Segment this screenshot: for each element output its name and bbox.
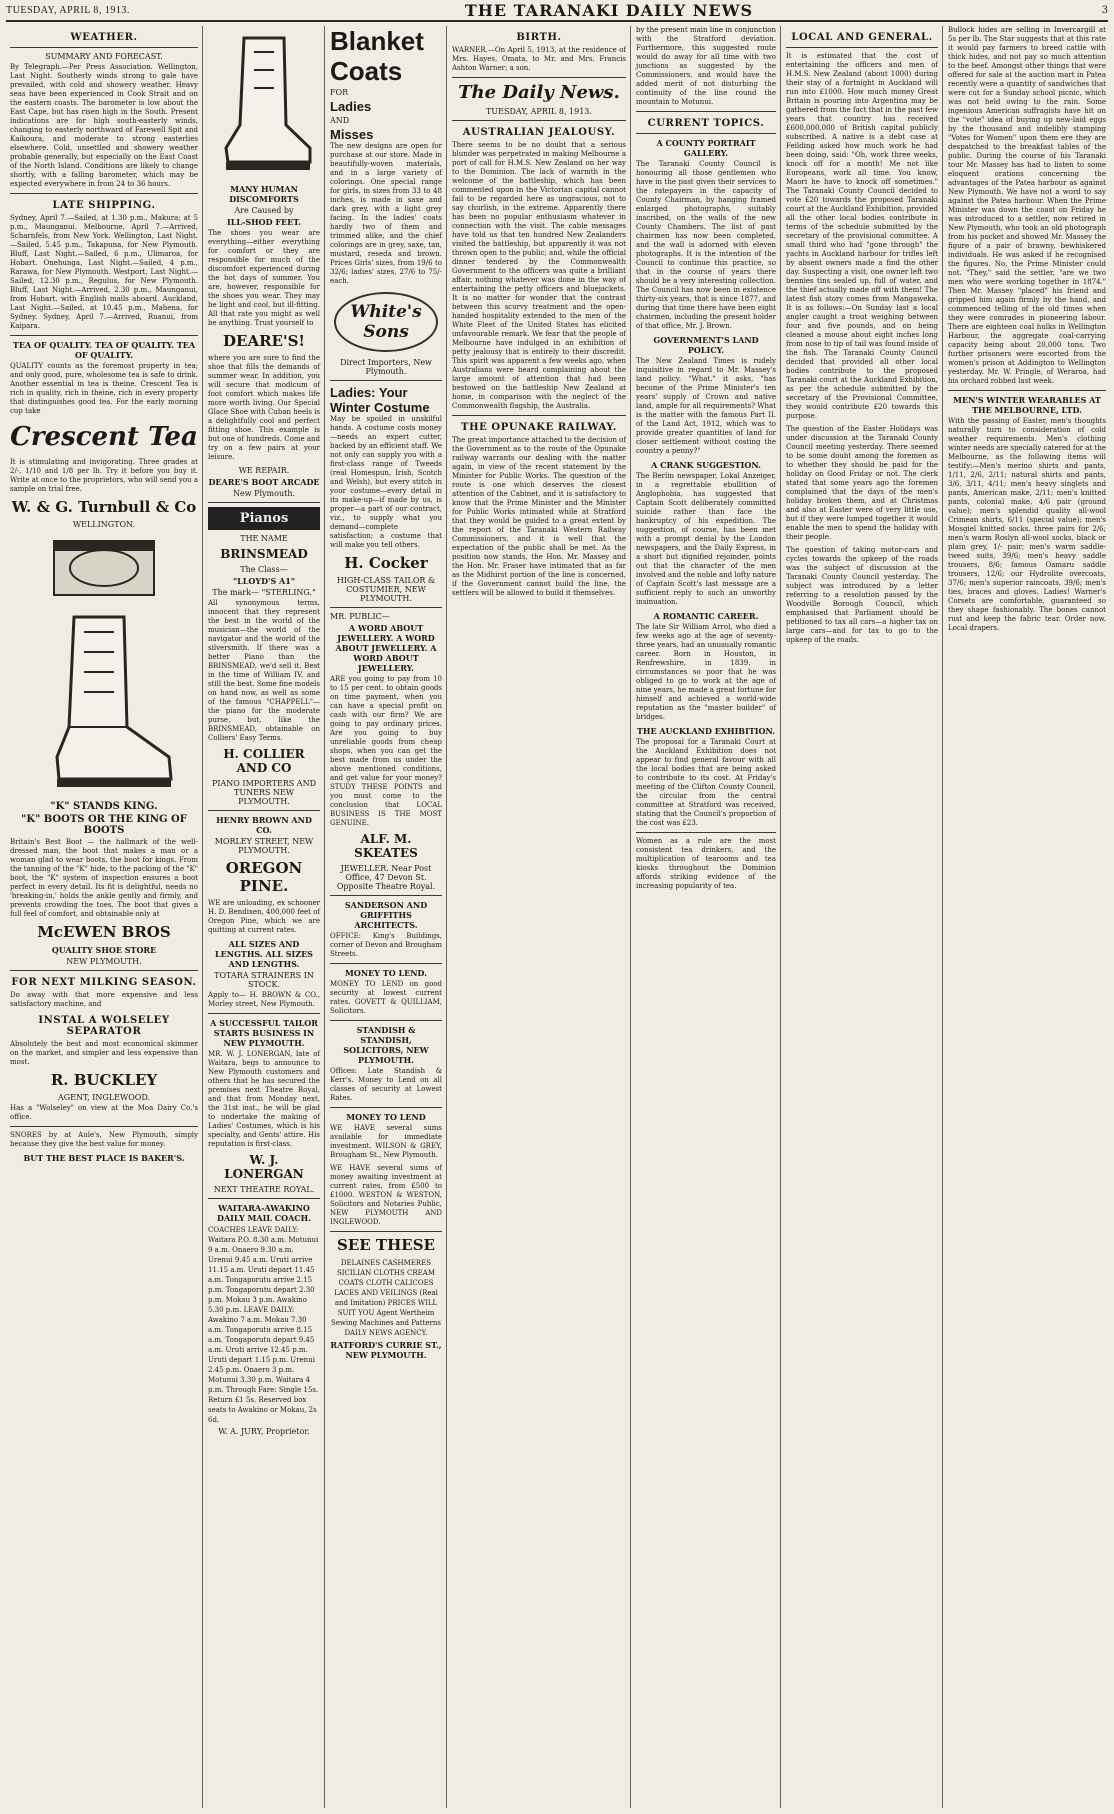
divider <box>330 380 442 381</box>
divider <box>452 415 626 416</box>
column-7 <box>944 26 1110 1808</box>
and-line: AND <box>330 116 350 125</box>
tea-ad-text: QUALITY counts as the foremost property in tea; and only good, pure, wholesome tea is safe to drink. Another essential in tea is theine. Crescent Tea is rich in quality, rich in theine, rich in every property that distinguishes good tea. For the early morning cup take <box>10 362 198 415</box>
exhibition-article: The proposal for a Taranaki Court at the Auckland Exhibition does not appear to find general favour with all the local bodies that are being asked to contribute to its cost. At Friday's meeting of the Clifton County Council, the circular from the central committee at Stratford was received, stating that the Council's proportion of the cost was £23. <box>636 738 776 827</box>
column-rule <box>780 26 781 1808</box>
cocker-subheading: HIGH-CLASS TAILOR & COSTUMIER, NEW PLYMOUTH. <box>336 576 436 603</box>
column-5 <box>632 26 780 1808</box>
holiday-text: The question of the Easter Holidays was under discussion at the Taranaki County Council meeting yesterday. There seemed to be some doubt among the foremen as to whether they should be paid for the holiday on Good Friday or not. The clerk stated that some years ago the foremen complained that the days of the men's holiday broken them, and at Christmas and also at Easter were of very little use, but if they were lumped together it would enable the men to spend the holiday with their people. <box>786 425 938 541</box>
railway-article: The great importance attached to the decision of the Government as to the route of the Opunake railway warrants our dealing with the matter again, in view of the recent statement by the Minister for Public Works. The question of the route is one which deserves the closest attention of the Cabinet, and it is satisfactory to know that the Prime Minister and the Minister for Public Works intimated while at Stratford that they would be guided to a great extent by the report of the Taranaki Western Railway Commissioners, and it is well that the expectation of the public shall be met. As the position now stands, the Hon. Mr. Massey and the Hon. Mr. Fraser have intimated that as far as the Midhirst portion of the line is concerned, if the Government cannot build the line, the settlers will be allowed to build it themselves. <box>452 436 626 597</box>
divider <box>10 970 198 971</box>
divider <box>10 193 198 194</box>
jewellery-text: ARE you going to pay from 10 to 15 per cent. to obtain goods on time payment, when you can have a special profit on cash with our firm? We are going to pay ordinary prices. Are you going to buy unreliable goods from cheap shops, when you can get the best made from us under the above mentioned conditions, and get value for your money? STUDY THESE POINTS and you must come to the conclusion that LOCAL BUSINESS IS THE MOST GENUINE. <box>330 675 442 827</box>
sanderson-heading: SANDERSON AND GRIFFITHS ARCHITECTS. <box>344 900 428 930</box>
divider <box>10 47 198 48</box>
brown-address: MORLEY STREET, NEW PLYMOUTH. <box>214 837 314 855</box>
masthead <box>6 0 1108 22</box>
land-article: The New Zealand Times is rudely inquisitive in regard to Mr. Massey's land policy. "What," it asks, "has become of the Prime Minister's ten years' supply of Crown and native land, ample for all requirements? What is the matter with the famous Part II. of the Land Act, 1912, which was to provide greater quantities of land for closer settlement without costing the country a penny?" <box>636 357 776 455</box>
lonergan-name: W. J. LONERGAN <box>224 1153 304 1181</box>
skeates-address: JEWELLER. Near Post Office, 47 Devon St. Opposite Theatre Royal. <box>336 864 436 891</box>
column-rule <box>324 26 325 1808</box>
jewellery-heading: A WORD ABOUT JEWELLERY. A WORD ABOUT JEWELLERY. A WORD ABOUT JEWELLERY. <box>335 623 437 673</box>
k-boots-subheading: "K" BOOTS OR THE KING OF BOOTS <box>21 814 187 836</box>
money-text: MONEY TO LEND on good security at lowest current rates. GOVETT & QUILLIAM, Solicitors. <box>330 980 442 1015</box>
for-line: FOR <box>330 88 349 97</box>
milking-text: Do away with that more expensive and less satisfactory machine, and <box>10 991 198 1008</box>
k-boots-text: Britain's Best Boot — the hallmark of the well-dressed man, the boot that makes a man or a woman glad to wear boots, the boot for kings. From the tanning of the "K" hide, to the packing of the "K" boot, the "K" system of inspection ensures a boot perfect in every detail. Its fit is delightful, needs no 'breaking-in,' holds the ankle gently and firmly, and prevents crowding the toes. The boot that gives a full feel of comfort, and obtainable only at <box>10 838 198 918</box>
money3-text: WE HAVE several sums of money awaiting investment at current rates, from £500 to £1000. WESTON & WESTON, Solicitors and Notaries Public, NEW PLYMOUTH AND INGLEWOOD. <box>330 1164 442 1226</box>
masthead-date: TUESDAY, APRIL 8, 1913. <box>6 4 130 16</box>
buckley-name: R. BUCKLEY <box>50 1071 158 1089</box>
divider <box>948 390 1106 391</box>
crescent-tea-logo: Crescent Tea <box>10 422 198 452</box>
coach-proprietor: W. A. JURY, Proprietor. <box>218 1427 310 1436</box>
discomfort-heading: MANY HUMAN DISCOMFORTS <box>229 184 299 204</box>
mark-line: The mark— "STERLING." <box>212 588 316 597</box>
exhibition-heading: THE AUCKLAND EXHIBITION. <box>636 726 776 736</box>
divider <box>208 502 320 503</box>
public-line: MR. PUBLIC— <box>330 612 390 621</box>
tailor-heading: A SUCCESSFUL TAILOR STARTS BUSINESS IN NEW PLYMOUTH. <box>210 1018 318 1048</box>
portrait-article: The Taranaki County Council is honouring all those gentlemen who have in the past given their services to the ratepayers in the capacity of County Chairman, by hanging framed enlarged photographs, suitably inscribed, on the walls of the new County Chambers. The list of past chairmen has now been completed, and the wall is adorned with eleven photographs. It is the intention of the Council to continue this practice, so that in the course of years there should be a very interesting collection. The Council has now been in existence thirty-six years, that is since 1877, and during that time there have been eight chairmen, including the present holder of that office, Mr. J. Brown. <box>636 160 776 330</box>
column-rule <box>202 26 203 1808</box>
goods-list: DELAINES CASHMERES SICILIAN CLOTHS CREAM COATS CLOTH CALICOES LACES AND VEILINGS (Real and Imitation) PRICES WILL SUIT YOU Agent Wertheim Sewing Machines and Patterns DAILY NEWS AGENCY. <box>330 1259 442 1337</box>
see-these-heading: SEE THESE <box>337 1236 435 1254</box>
pianos-subheading: THE NAME <box>240 534 288 543</box>
local-general-text: It is estimated that the cost of entertaining the officers and men of H.M.S. New Zealand (about 1000) during their stay of a fortnight in Auckland will run into £1000. How much money Great Britain is pouring into Argentina may be gathered from the fact that in the past few years that country has received £600,000,000 of British capital publicly subscribed. A native is a debt case at Feilding asked how much work he had been doing, said: "Oh, work three weeks, knock off for a month! Me not like Europeans, work all time. You know, Maori he have to knock off sometimes." The Taranaki County Council decided to vote £20 towards the proposed Taranaki court at the Auckland Exhibition, provided all the other local bodies contribute in terms of the schedule submitted by the secretary of the provisional committee. A small third who had "gone through" the yachts in Auckland harbour for trifles left by absent owners made a find the other day. Suspecting a visit, one owner left two bennies tins sealed up, full of water, and the thief actually made off with them! The latest fish story comes from Mangaweka. It is as follows:—On Sunday last a local angler caught a trout weighing between four and five pounds, and on being cleaned a mouse about eight inches long from nose to tip of tail was found inside of the fish. The Taranaki County Council decided that provided all other local bodies contribute to the proposed Taranaki court at the Auckland Exhibition, as per the schedule submitted by the secretary of the Provisional Committee, they would contribute £20 towards this purpose. <box>786 52 938 420</box>
railway-continued: by the present main line in conjunction with the Stratford deviation. Furthermore, this suggested route would do away for all time with two junctions as suggested by the Commissioners, and would have the added merit of not disturbing the continuity of the line round the mountain to Motunui. <box>636 26 776 106</box>
local-general-heading: LOCAL AND GENERAL. <box>791 32 933 43</box>
discomfort-text: The shoes you wear are everything—either everything for comfort or they are responsible for much of the discomfort experienced during the hot days of summer. You are, however, responsible for the shoes you wear. They may be light and cool, but ill-fitting. All that rate you might as well be anything. Trust yourself to <box>208 229 320 327</box>
divider <box>636 832 776 833</box>
birth-heading: BIRTH. <box>516 32 562 43</box>
column-2 <box>204 26 324 1808</box>
weather-heading: WEATHER. <box>70 32 138 43</box>
standish-text: Offices: Late Standish & Kerr's. Money to Lend on all classes of security at Lowest Rates. <box>330 1067 442 1102</box>
mcewen-city: NEW PLYMOUTH. <box>66 957 142 966</box>
buckley-text: Has a "Wolseley" on view at the Moa Dairy Co.'s office. <box>10 1104 198 1121</box>
costume-text: May be spoiled in unskilful hands. A costume costs money —needs an expert cutter, backed by an efficient staff. We not only can supply you with a first-class range of Tweeds (real Homespun, Irish, Scotch and Welsh), but every stitch in your costume—every detail in its make-up—if made by us, is proper—a part of our contract, viz., to supply what you demand—complete satisfaction; a costume that will make you tell others. <box>330 415 442 549</box>
ladies-line: Ladies <box>330 99 372 114</box>
ladies-winter-heading: Ladies: Your Winter Costume <box>330 385 430 415</box>
blanket-coats-text: The new designs are open for purchase at our store. Made in beautifully-woven materials, and in a large variety of colorings. One special range for girls, in sizes from 33 to 48 inches, is made in saxe and dark grey, with a light grey facing. In the ladies' coats hardly two of them and trimmed alike, and the chief colorings are in grey, saxe, tan, mustard, reseda and brown. Prices Girls' sizes, from 19/6 to 32/6; ladies' sizes, 27/6 to 75/- each. <box>330 142 442 285</box>
cocker-name: H. Cocker <box>344 554 428 572</box>
divider <box>330 1020 442 1021</box>
column-3 <box>326 26 446 1808</box>
weather-report: By Telegraph.—Per Press Association. Wellington, Last Night. Southerly winds strong to gale have prevailed, with cold and showery weather. Heavy seas have been experienced in Cook Strait and on the eastern coasts. The barometer is low about the East Cape, but has risen high in the South. Present indications are for high south-easterly winds, changing to easterly northward of Farewell Spit and Kaikoura, and moderate to strong easterlies elsewhere. Cold, unsettled and showery weather probable generally, but especially on the East Coast of the North Island. Conditions are likely to change shortly, with a falling barometer, which may be expected everywhere in from 24 to 36 hours. <box>10 63 198 188</box>
oregon-heading: OREGON PINE. <box>225 859 303 895</box>
crank-heading: A CRANK SUGGESTION. <box>651 460 761 470</box>
masthead-title: THE TARANAKI DAILY NEWS <box>464 0 754 20</box>
divider <box>208 1198 320 1199</box>
ratford-name: RATFORD'S CURRIE ST., NEW PLYMOUTH. <box>330 1340 442 1360</box>
buckley-agent: AGENT, INGLEWOOD. <box>58 1093 150 1102</box>
skeates-name: ALF. M. SKEATES <box>354 832 418 860</box>
divider <box>330 895 442 896</box>
arcade-city: New Plymouth. <box>232 489 296 498</box>
divider <box>786 47 938 48</box>
milking-heading: FOR NEXT MILKING SEASON. <box>11 977 197 988</box>
standish-heading: STANDISH & STANDISH, SOLICITORS, NEW PLYMOUTH. <box>343 1025 429 1065</box>
women-tea-text: Women as a rule are the most consistent tea drinkers, and the multiplication of tearooms and tea kiosks throughout the Dominion affords striking evidence of the increasing popularity of tea. <box>636 837 776 890</box>
daily-news-logo: The Daily News. <box>458 82 620 103</box>
mcewen-subheading: QUALITY SHOE STORE <box>51 945 157 955</box>
pianos-text: All synonymous terms, innocent that they represent the best in the world of the musician—the world of the navigator and the world of the silversmith. If there was a better Piano than the BRINSMEAD, we'd sell it. Best in the time of William IV. and still the best. Some fine models on hand now, as well as some of the famous "CHAPPELL"—the piano for the moderate purse, but, like the BRINSMEAD, obtainable on Colliers' Easy Terms. <box>208 599 320 742</box>
turnbull-city: WELLINGTON. <box>72 520 136 529</box>
crank-article: The Berlin newspaper, Lokal Anzeiger, in a regrettable ebullition of Anglophobia, has suggested that Captain Scott deliberately committed suicide rather than face the bankruptcy of his expedition. The suggestion, of course, has been met with a prompt denial by the London newspapers, and the Daily Express, in a short but dignified rejoinder, points out that the character of the men involved and the noble and lofty nature of Captain Scott's last message are a sufficient reply to such an unworthy insinuation. <box>636 472 776 606</box>
brown-name: HENRY BROWN AND CO. <box>216 815 312 835</box>
lonergan-address: NEXT THEATRE ROYAL. <box>213 1185 315 1194</box>
shoe-illustration <box>214 30 314 180</box>
birth-notice: WARNER.—On April 5, 1913, at the residence of Mrs. Hayes, Omata, to Mr. and Mrs. Francis Ashton Warner; a son. <box>452 46 626 72</box>
arcade-name: DEARE'S BOOT ARCADE <box>208 477 320 487</box>
lloyds-line: "LLOYD'S A1" <box>233 576 295 586</box>
whites-sons-logo: White's Sons <box>334 292 438 352</box>
misses-line: Misses <box>330 127 374 142</box>
discomfort-title: ILL-SHOD FEET. <box>227 217 301 227</box>
divider <box>10 1126 198 1127</box>
money2-heading: MONEY TO LEND <box>346 1112 426 1122</box>
money-heading: MONEY TO LEND. <box>345 968 427 978</box>
roads-text: The question of taking motor-cars and cycles towards the upkeep of the roads was the subject of discussion at the Taranaki County Council yesterday. The subject was introduced by a letter referring to a resolution passed by the Woodville Borough Council, which emphasised that Parliament should be petitioned to tax all cars—a higher tax on large cars—and for tax to go to the upkeep of the roads. <box>786 546 938 644</box>
divider <box>330 607 442 608</box>
deares-name: DEARE'S! <box>223 332 305 350</box>
collier-name: H. COLLIER AND CO <box>223 747 305 775</box>
oregon-sizes: ALL SIZES AND LENGTHS. ALL SIZES AND LENGTHS. <box>215 939 313 969</box>
brinsmead-name: BRINSMEAD <box>220 547 308 561</box>
jealousy-heading: AUSTRALIAN JEALOUSY. <box>462 127 616 138</box>
divider <box>10 335 198 336</box>
current-topics-heading: CURRENT TOPICS. <box>647 118 765 129</box>
k-boots-heading: "K" STANDS KING. <box>50 801 158 812</box>
career-heading: A ROMANTIC CAREER. <box>653 611 759 621</box>
column-1 <box>6 26 202 1808</box>
whites-sons-subheading: Direct Importers, New Plymouth. <box>340 358 432 376</box>
column-6 <box>782 26 942 1808</box>
divider <box>452 77 626 78</box>
land-heading: GOVERNMENT'S LAND POLICY. <box>653 335 759 355</box>
divider <box>330 963 442 964</box>
daily-news-date: TUESDAY, APRIL 8, 1913. <box>486 107 592 116</box>
turnbull-name: W. & G. Turnbull & Co <box>11 498 197 516</box>
menswear-text: With the passing of Easter, men's thoughts naturally turn to consideration of cold weather requirements. Men's clothing winter needs are specially catered for at the Melbourne, as the following items will testify:—Men's merino shirts and pants, 1/11, 2/6, 2/11; natural shirts and pants, 3/6, 3/11, 4/11; men's heavy singlets and pants, American make, 2/11; men's knitted pants, colonial make, 4/6 pair (ground value); men's splendid quality all-wool Crimean shirts, 6/11 (special value); men's Mosgiel knitted socks, three pairs for 2/6; men's warm Roslyn all-wool socks, black or plain grey, 1/- pair; men's warm saddle-tweed suits, 39/6; men's heavy saddle trousers, 8/6; famous Oamaru saddle trousers, 12/6; our Hydrolite overcoats, 37/6; men's superior raincoats, 39/6; men's ties, braces and gloves. Ladies! Warner's Corsets are comfortable, guaranteed so they shape fashionably. The bones cannot rust and keep the fabric tear. Order now. Local drapers. <box>948 417 1106 632</box>
totara-line: TOTARA STRAINERS IN STOCK. <box>214 971 314 989</box>
column-4 <box>448 26 630 1808</box>
divider <box>330 1231 442 1232</box>
divider <box>208 810 320 811</box>
shipping-report: Sydney, April 7.—Sailed, at 1.30 p.m., Makura; at 5 p.m., Maunganui. Melbourne, April 7.—Arrived, Scharnfels, from New York. Wellington, Last Night.—Sailed, 5.45 p.m., Takapuna, for New Plymouth. Bluff, Last Night.—Sailed, 6 p.m., Ulimaroa, for Hobart. Onehunga, Last Night.—Sailed, 4 p.m., Rarawa, for New Plymouth. Westport, Last Night.—Sailed, 12.30 p.m., Regulus, for New Plymouth. Bluff, Last Night.—Arrived, 2.30 p.m., Maunganui, from Hobart, with English mails aboard. Auckland, Last Night.—Sailed, at 10.45 p.m., Mahena, for Sydney. Sydney, April 7.—Arrived, Ruanui, from Kaipara. <box>10 214 198 330</box>
column-rule <box>630 26 631 1808</box>
deares-text: where you are sure to find the shoe that fills the demands of summer wear. In addition, you will secure that modicum of foot comfort which makes life more worth living. Our Special Glace Shoe with Cuban heels is a delightfully cool and perfect fitting shoe. This example is but one of hundreds. Come and try on a few pairs at your leisure. <box>208 354 320 461</box>
weather-subheading: SUMMARY AND FORECAST. <box>45 52 163 61</box>
career-article: The late Sir William Arrol, who died a few weeks ago at the age of seventy-three years, had an unusually romantic career. Born in Houston, in Renfrewshire, in 1839, in circumstances so poor that he was obliged to go to work at the age of nine years, he made a great fortune for himself and achieved a world-wide reputation as the "master builder" of bridges. <box>636 623 776 721</box>
crescent-tea-text: It is stimulating and invigorating. Three grades at 2/-, 1/10 and 1/8 per lb. Try it before you buy it. Write at once to the proprietors, who will send you a sample on trial free. <box>10 458 198 493</box>
pianos-heading: Pianos <box>208 507 320 530</box>
oregon-text: WE are unloading, ex schooner H. D. Bendixen, 400,000 feet of Oregon Pine, which we are quitting at current rates. <box>208 899 320 934</box>
divider <box>208 1013 320 1014</box>
news-items-text: Bullock hides are selling in Invercargill at 5s per lb. The Star suggests that at this rate it would pay farmers to breed cattle with thick hides, and not pay so much attention to the beef. Amongst other things that were offered for sale at the auction mart in Patea recently were a quantity of sandwiches that were cut for a Sunday school picnic, which was not held owing to the rain. Some ingenious American suffragists have hit on the "vote" idea of buying up new-laid eggs by the thousand and indelibly stamping "Votes for Women" upon them ere they are despatched to the breakfast tables of the public. During the course of his Taranaki tour Mr. Massey has had to listen to some eloquent orations concerning the advantages of the Patea harbour as against New Plymouth. We have not a word to say against the Patea harbour. When the Prime Minister was down the coast on Friday he was introduced to a settler, now retired in New Plymouth, who took an old photograph from his pocket and showed Mr. Massey the figure of a pair of brawny, bewhiskered individuals. He was asked if he recognised the figures. No, the Prime Minister could not. "They," said the settler, "are we two men who were working together in 1874." Then Mr. Massey "placed" his friend and gripped him again firmly by the hand, and commenced telling of the old times when they were comrades in pioneering labour. There are eighteen coal hulks in Wellington Harbour, the aggregate coal-carrying capacity being about 20,000 tons. Two further prisoners were escorted from the women's prison at Addington to Wellington yesterday. Mr. W. Pringle, of Weraroa, had his orchard robbed last week. <box>948 26 1106 385</box>
wolseley-heading: INSTAL A WOLSELEY SEPARATOR <box>38 1015 170 1037</box>
coach-heading: WAITARA-AWAKINO DAILY MAIL COACH. <box>217 1203 311 1223</box>
shipping-heading: LATE SHIPPING. <box>52 200 156 211</box>
collier-subheading: PIANO IMPORTERS AND TUNERS NEW PLYMOUTH. <box>211 779 316 806</box>
tailor-text: MR. W. J. LONERGAN, late of Waitara, begs to announce to New Plymouth customers and others that he has secured the premises next Theatre Royal, and that from Monday next, the 31st inst., he will be glad to undertake the making of Ladies' Costumes, which is his specialty, and Gents' attire. His reputation is first-class. <box>208 1050 320 1148</box>
divider <box>636 111 776 112</box>
snores-text: SNORES by at Aule's, New Plymouth, simply because they give the best value for money. <box>10 1131 198 1148</box>
divider <box>636 133 776 134</box>
sanderson-text: OFFICE: King's Buildings, corner of Devon and Brougham Streets. <box>330 932 442 958</box>
masthead-page-number: 3 <box>1101 4 1108 16</box>
menswear-heading: MEN'S WINTER WEARABLES AT THE MELBOURNE, LTD. <box>953 395 1101 415</box>
railway-heading: THE OPUNAKE RAILWAY. <box>461 422 617 433</box>
money2-text: WE HAVE several sums available for immediate investment. WILSON & GREY, Brougham St., New Plymouth. <box>330 1124 442 1159</box>
repair-line: WE REPAIR. <box>238 466 290 475</box>
column-rule <box>942 26 943 1808</box>
divider <box>330 1107 442 1108</box>
boot-illustration <box>29 607 179 797</box>
portrait-heading: A COUNTY PORTRAIT GALLERY. <box>656 138 756 158</box>
wolseley-text: Absolutely the best and most economical skimmer on the market, and simpler and less expensive than most. <box>10 1040 198 1066</box>
apply-text: Apply to— H. BROWN & CO., Morley street, New Plymouth. <box>208 991 320 1008</box>
divider <box>452 120 626 121</box>
blanket-coats-heading: Blanket Coats <box>330 26 424 86</box>
bakers-text: BUT THE BEST PLACE IS BAKER'S. <box>23 1153 185 1163</box>
discomfort-subheading: Are Caused by <box>234 206 294 215</box>
coach-timetable: COACHES LEAVE DAILY: Waitara P.O. 8.30 a.m. Motunui 9 a.m. Onaero 9.30 a.m. Urenui 9.45 a.m. Uruti arrive 11.15 a.m. Uruti depart 11.45 a.m. Tongaporutu arrive 2.15 p.m. Tongaporutu depart 2.30 p.m. Mokau 3 p.m. Awakino 5.30 p.m. LEAVE DAILY: Awakino 7 a.m. Mokau 7.30 a.m. Tongaporutu arrive 8.15 a.m. Tongaporutu depart 9.45 a.m. Uruti arrive 12.45 p.m. Uruti depart 1.15 p.m. Urenui 2.45 p.m. Onaero 3 p.m. Motunui 3.30 p.m. Waitara 4 p.m. Through Fare: Single 15s. Return £1 5s. Reserved box seats to Awakino or Mokau, 2s 6d. <box>208 1226 319 1424</box>
mcewen-name: McEWEN BROS <box>37 923 171 941</box>
class-line: The Class— <box>240 565 288 574</box>
tea-heading: TEA OF QUALITY. TEA OF QUALITY. TEA OF QUALITY. <box>12 340 196 360</box>
column-rule <box>446 26 447 1808</box>
jealousy-article: There seems to be no doubt that a serious blunder was perpetrated in making Melbourne a port of call for H.M.S. New Zealand on her way to the Dominion. The lack of warmth in the welcome of the battleship, which has been commented upon in the Victorian capital cannot fail to be regarded here as ungracious, not to say churlish, in the extreme. Apparently there has been no popular enthusiasm whatever in connection with the visit. The cable messages have told us that ten hundred New Zealanders visited the battleship, but apparently it was not thrown open to the public; and, while the official dinner tendered by the Commonwealth Government to the officers was quite a brilliant affair, nothing whatever was done in the way of entertaining the petty officers and bluejackets. It is no matter for wonder that the contrast between this scurvy treatment and the open-handed hospitality extended to the men of the White Fleet of the United States has elicited unfavourable remark. We fear that the people of Melbourne have indulged in an exhibition of petty jealousy that is entirely to their discredit. This spirit was apparent a few weeks ago, when Australians were heard complaining about the large amount of attention that had been bestowed on the battleship New Zealand at home, in comparison with the neglect of the Commonwealth flagship, the Australia. <box>452 141 626 410</box>
tea-packet-icon <box>44 533 164 603</box>
